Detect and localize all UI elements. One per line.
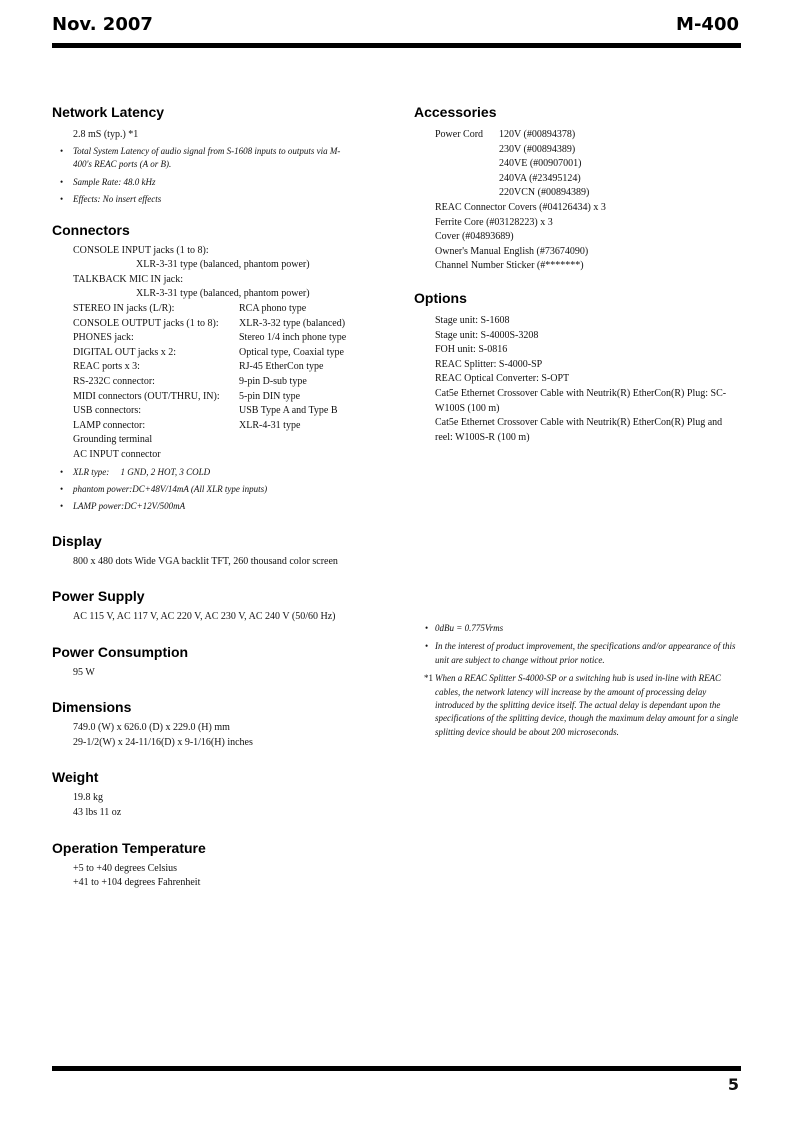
connector-label: CONSOLE INPUT jacks (1 to 8): xyxy=(73,244,209,256)
footnote-mark: • xyxy=(425,623,429,633)
connector-row xyxy=(52,404,382,419)
option-item: REAC Splitter: S-4000-SP xyxy=(435,358,543,370)
connector-type: Optical type, Coaxial type xyxy=(239,346,344,358)
network-latency-note: • Effects: No insert effects xyxy=(52,193,382,206)
connector-type: XLR-3-32 type (balanced) xyxy=(239,317,346,329)
accessory-item: Cover (#04893689) xyxy=(435,231,514,243)
option-item: FOH unit: S-0816 xyxy=(435,344,508,356)
option-item: Stage unit: S-1608 xyxy=(435,314,510,326)
power-consumption-value: 95 W xyxy=(73,666,95,678)
accessory-item: Owner's Manual English (#73674090) xyxy=(435,245,589,257)
option-item: Cat5e Ethernet Crossover Cable with Neutrik(R) EtherCon(R) Plug and reel: W100S-R (100 m) xyxy=(435,417,723,443)
options-heading: Options xyxy=(414,289,467,306)
connector-label: PHONES jack: xyxy=(73,332,134,344)
connectors-note: • phantom power:DC+48V/14mA (All XLR type inputs) xyxy=(52,483,382,496)
footnote-mark: • xyxy=(425,641,429,652)
accessory-item: Ferrite Core (#03128223) x 3 xyxy=(435,216,553,228)
footnote-text: In the interest of product improvement, the specifications and/or appearance of this unit are subject to change without prior notice. xyxy=(435,641,736,665)
header-model: M-400 xyxy=(676,14,739,35)
connector-row xyxy=(52,390,382,405)
option-item: REAC Optical Converter: S-OPT xyxy=(435,373,570,385)
dimensions-line: 749.0 (W) x 626.0 (D) x 229.0 (H) mm xyxy=(73,722,230,734)
option-item: Cat5e Ethernet Crossover Cable with Neutrik(R) EtherCon(R) Plug: SC-W100S (100 m) xyxy=(435,387,727,414)
temperature-line: +41 to +104 degrees Fahrenheit xyxy=(73,877,201,889)
header-date: Nov. 2007 xyxy=(52,14,153,35)
connector-row xyxy=(52,317,382,332)
dimensions-heading: Dimensions xyxy=(52,699,132,716)
connector-label: STEREO IN jacks (L/R): xyxy=(73,302,175,314)
dimensions-line: 29-1/2(W) x 24-11/16(D) x 9-1/16(H) inches xyxy=(73,736,253,748)
network-latency-value: 2.8 mS (typ.) *1 xyxy=(73,129,139,140)
connector-type: XLR-3-31 type (balanced, phantom power) xyxy=(136,259,310,271)
footnote-mark: *1 xyxy=(424,673,433,684)
weight-line: 43 lbs 11 oz xyxy=(73,807,122,819)
footnote xyxy=(414,672,739,739)
footnote xyxy=(414,640,739,667)
connector-label: MIDI connectors (OUT/THRU, IN): xyxy=(73,390,220,402)
network-latency-heading: Network Latency xyxy=(52,104,165,120)
display-value: 800 x 480 dots Wide VGA backlit TFT, 260 thousand color screen xyxy=(73,555,338,567)
connector-type: RCA phono type xyxy=(239,302,307,314)
temperature-line: +5 to +40 degrees Celsius xyxy=(73,862,178,874)
power-cord-item: 240VE (#00907001) xyxy=(499,158,582,170)
option-item: Stage unit: S-4000S-3208 xyxy=(435,329,539,341)
power-cord-row xyxy=(414,128,744,201)
power-supply-heading: Power Supply xyxy=(52,588,145,605)
connector-row xyxy=(52,346,382,361)
connector-type: USB Type A and Type B xyxy=(239,405,338,417)
network-latency-note: • Sample Rate: 48.0 kHz xyxy=(52,176,382,189)
connector-label: RS-232C connector: xyxy=(73,375,155,387)
connector-row xyxy=(52,419,382,434)
accessory-item: Channel Number Sticker (#*******) xyxy=(435,260,584,272)
connector-label: USB connectors: xyxy=(73,405,142,417)
connector-row xyxy=(52,331,382,346)
connector-type: Stereo 1/4 inch phone type xyxy=(239,332,347,344)
connector-type: XLR-3-31 type (balanced, phantom power) xyxy=(136,288,310,300)
connector-row xyxy=(52,375,382,390)
power-consumption-heading: Power Consumption xyxy=(52,643,189,660)
connector-type: 5-pin DIN type xyxy=(239,390,301,402)
connectors-note: • LAMP power:DC+12V/500mA xyxy=(52,500,382,513)
connectors-note: • XLR type: 1 GND, 2 HOT, 3 COLD xyxy=(52,466,382,479)
left-column xyxy=(52,104,382,891)
right-column xyxy=(414,104,744,445)
connector-label: AC INPUT connector xyxy=(73,448,161,460)
accessories-heading: Accessories xyxy=(414,104,497,120)
page-number: 5 xyxy=(727,1075,739,1094)
connector-row xyxy=(52,360,382,375)
connectors-heading: Connectors xyxy=(52,221,130,238)
connector-label: TALKBACK MIC IN jack: xyxy=(73,273,184,285)
operation-temperature-heading: Operation Temperature xyxy=(52,839,206,856)
weight-line: 19.8 kg xyxy=(73,792,103,804)
connector-type: 9-pin D-sub type xyxy=(239,375,307,387)
power-cord-item: 220VCN (#00894389) xyxy=(499,187,590,199)
connector-label: LAMP connector: xyxy=(73,419,146,431)
power-cord-item: 120V (#00894378) xyxy=(499,129,576,140)
header-rule xyxy=(52,43,741,48)
display-heading: Display xyxy=(52,532,102,549)
power-cord-label: Power Cord xyxy=(435,129,484,140)
connector-label: CONSOLE OUTPUT jacks (1 to 8): xyxy=(73,317,219,329)
connector-label: Grounding terminal xyxy=(73,434,153,446)
connector-label: REAC ports x 3: xyxy=(73,361,140,373)
footer-rule xyxy=(52,1066,741,1071)
footnote-text: 0dBu = 0.775Vrms xyxy=(435,623,504,633)
connector-row xyxy=(52,302,382,317)
footnotes xyxy=(414,622,739,744)
accessory-item: REAC Connector Covers (#04126434) x 3 xyxy=(435,201,606,213)
connector-type: XLR-4-31 type xyxy=(239,419,301,431)
weight-heading: Weight xyxy=(52,769,99,786)
network-latency-note: • Total System Latency of audio signal from S-1608 inputs to outputs via M-400's REAC ports (A or B). xyxy=(52,145,348,171)
power-cord-item: 240VA (#23495124) xyxy=(499,172,581,184)
power-cord-item: 230V (#00894389) xyxy=(499,143,576,155)
power-supply-value: AC 115 V, AC 117 V, AC 220 V, AC 230 V, AC 240 V (50/60 Hz) xyxy=(73,611,336,623)
footnote-text: When a REAC Splitter S-4000-SP or a switching hub is used in-line with REAC cables, the network latency will increase by the amount of processing delay introduced by the splitting device itself. The actual delay is dependant upon the specifications of the splitting device, though the maximum delay amount for a single splitting device should be about 200 microseconds. xyxy=(435,673,739,737)
footnote xyxy=(414,622,739,635)
connector-label: DIGITAL OUT jacks x 2: xyxy=(73,346,177,358)
connector-type: RJ-45 EtherCon type xyxy=(239,361,324,373)
